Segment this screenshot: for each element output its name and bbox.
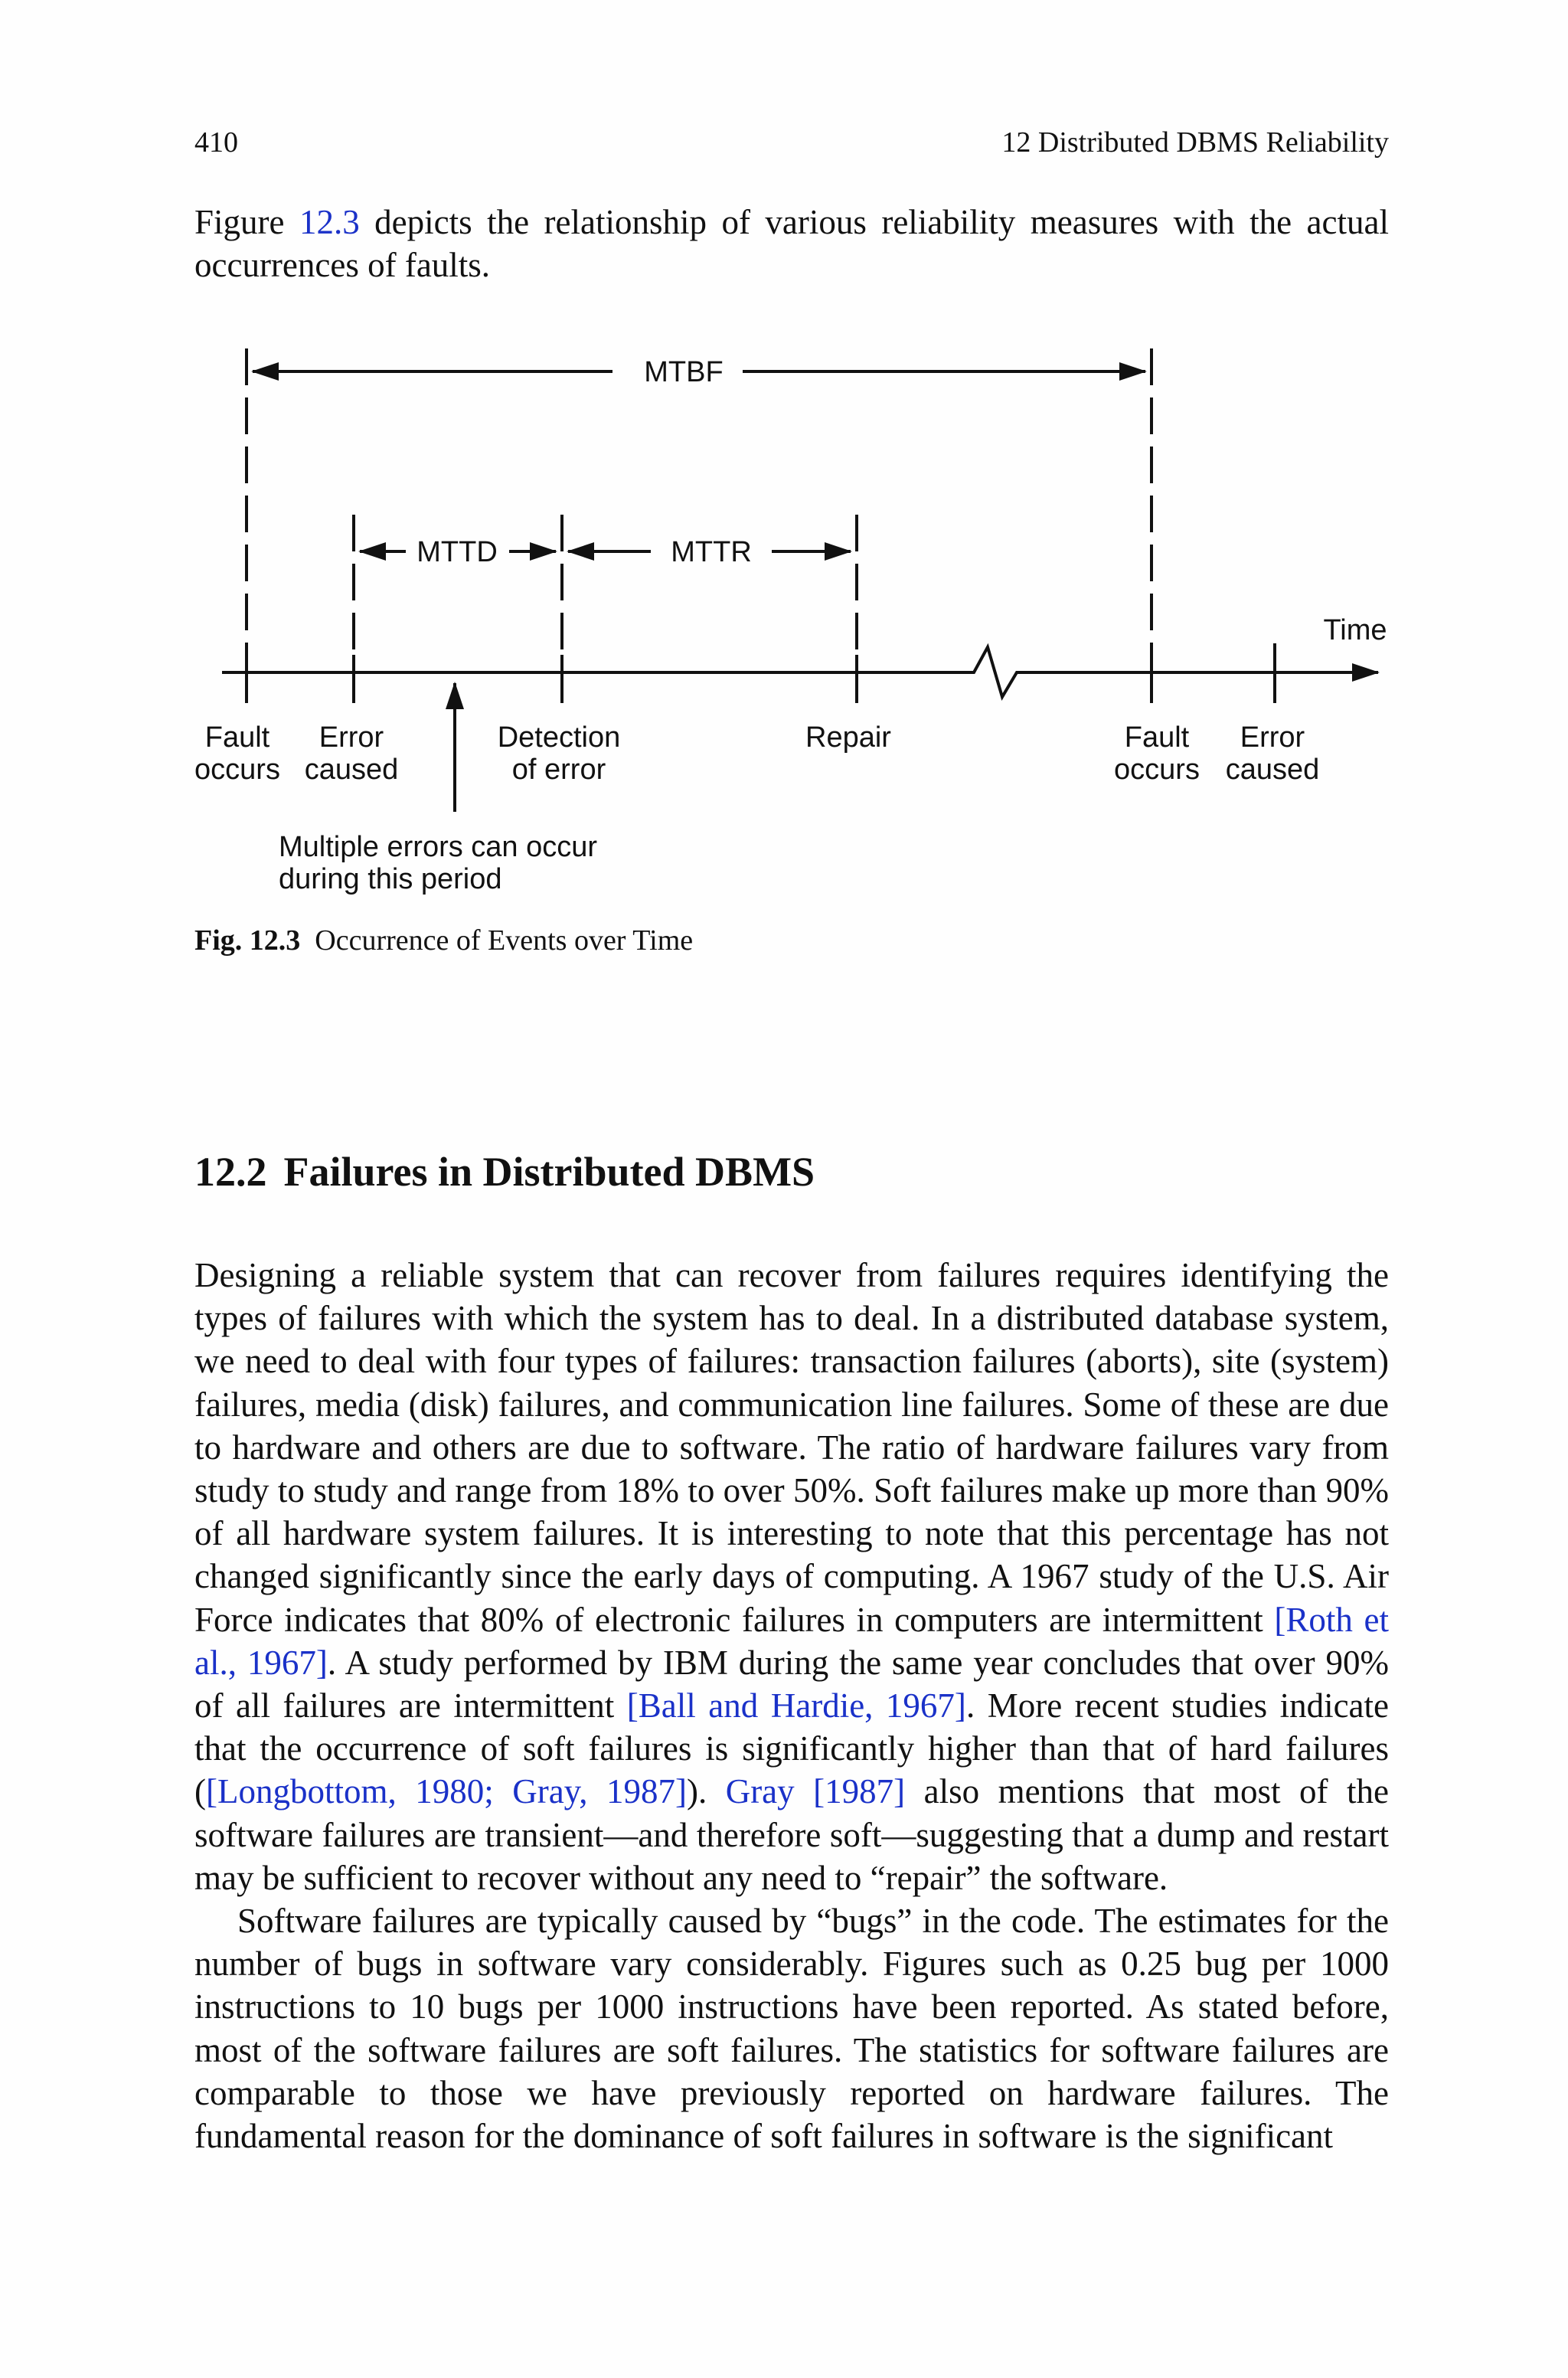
timeline-diagram <box>0 0 1568 965</box>
fault-occurs-1-line1: Fault <box>204 721 270 754</box>
time-label: Time <box>1323 614 1387 646</box>
figure-reference-link[interactable]: 12.3 <box>299 203 360 241</box>
error-caused-2-line2: caused <box>1225 754 1320 786</box>
figure-caption-label: Fig. 12.3 <box>194 924 301 957</box>
page-number: 410 <box>194 126 238 159</box>
section-body <box>194 1254 1389 2157</box>
mttr-label: MTTR <box>671 536 752 568</box>
citation-longbottom-gray[interactable]: [Longbottom, 1980; Gray, 1987] <box>206 1772 687 1811</box>
paragraph-1-text-c: . More recent studies indicate that the occurrence of soft failures is significantly higher than that of hard failures ( <box>194 1686 1390 1811</box>
detection-line2: of error <box>511 754 606 786</box>
repair-label: Repair <box>805 721 891 754</box>
mttd-label: MTTD <box>416 536 498 568</box>
intro-text-1: Figure <box>194 203 299 241</box>
section-number: 12.2 <box>194 1149 267 1195</box>
multiple-errors-line2: during this period <box>279 863 502 895</box>
error-caused-2-line1: Error <box>1240 721 1305 754</box>
section-title: Failures in Distributed DBMS <box>283 1149 815 1195</box>
figure-caption <box>194 924 693 957</box>
citation-ball-hardie-1967[interactable]: [Ball and Hardie, 1967] <box>626 1686 966 1725</box>
multiple-errors-line1: Multiple errors can occur <box>279 831 598 863</box>
paragraph-1-text-a: Designing a reliable system that can recover from failures requires identifying the types of failures with which the system has to deal. In a distributed database system, we need to deal with four types of failures: transaction failures (aborts), site (system) failures, media (disk) failures, and communication line failures. Some of these are due to hardware and others are due to software. The ratio of hardware failures vary from study to study and range from 18% to over 50%. Soft failures make up more than 90% of all hardware system failures. It is interesting to note that this percentage has not changed significantly since the early days of computing. A 1967 study of the U.S. Air Force indicates that 80% of electronic failures in computers are intermittent <box>194 1256 1389 1639</box>
paragraph-1-text-d: ). <box>686 1772 726 1811</box>
figure-caption-text: Occurrence of Events over Time <box>315 924 694 957</box>
section-heading <box>194 1147 815 1196</box>
paragraph-1 <box>194 1254 1389 1899</box>
error-caused-1-line1: Error <box>318 721 384 754</box>
figure-12-3 <box>0 0 1568 965</box>
paragraph-1-text-e: also mentions that most of the software failures are transient—and therefore soft—suggesting that a dump and restart may be sufficient to recover without any need to “repair” the software. <box>194 1772 1389 1897</box>
running-header: 12 Distributed DBMS Reliability <box>1001 126 1389 159</box>
fault-occurs-2-line2: occurs <box>1114 754 1200 786</box>
error-caused-1-line2: caused <box>304 754 399 786</box>
fault-occurs-2-line1: Fault <box>1124 721 1190 754</box>
paragraph-2: Software failures are typically caused by “bugs” in the code. The estimates for the number of bugs in software vary considerably. Figures such as 0.25 bug per 1000 instructions to 10 bugs per 1000 instructions have been reported. As stated before, most of the software failures are soft failures. The statistics for software failures are comparable to those we have previously reported on hardware failures. The fundamental reason for the dominance of soft failures in software is the significant <box>194 1902 1389 2156</box>
fault-occurs-1-line2: occurs <box>194 754 280 786</box>
citation-gray-1987[interactable]: Gray [1987] <box>725 1772 906 1811</box>
time-axis <box>222 647 1378 697</box>
mtbf-label: MTBF <box>644 356 724 388</box>
intro-text-2: depicts the relationship of various reliability measures with the actual occurrences of faults. <box>194 203 1389 284</box>
citation-roth-1967[interactable]: [Roth et al., 1967] <box>194 1600 1389 1682</box>
paragraph-1-text-b: . A study performed by IBM during the same year concludes that over 90% of all failures are intermittent <box>194 1643 1389 1725</box>
detection-line1: Detection <box>497 721 621 754</box>
